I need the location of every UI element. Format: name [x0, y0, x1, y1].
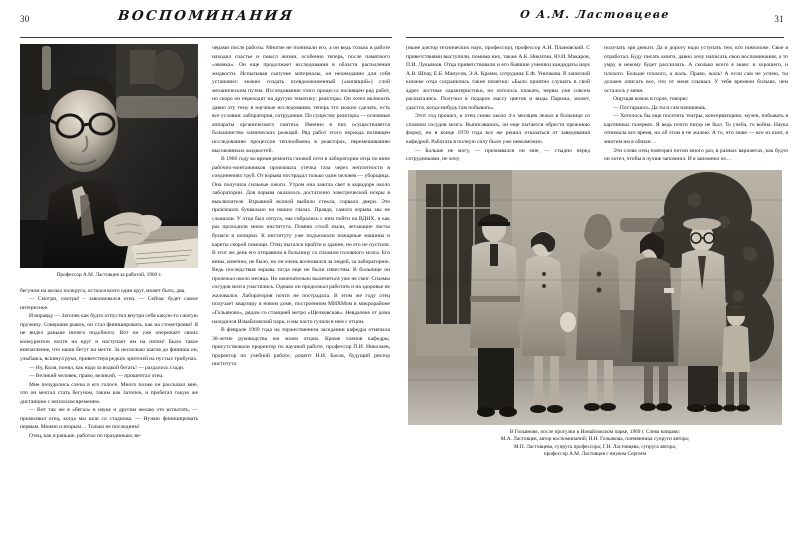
paragraph: — Больше не могу, — признавался он мне, — стыдно перед сотрудниками, не хочу — [406, 147, 590, 163]
running-head-left — [20, 8, 392, 34]
column-right — [604, 44, 788, 164]
page-number-right: 31 — [774, 14, 784, 24]
running-head-right — [406, 8, 784, 34]
paragraph: — Вот так же я «бегал» в науке и другим желаю это испытать, — промолвил отец, когда мы шли со стадиона. — Нужно финишировать первым. Можно и вторым… Только не последним! — [20, 407, 198, 431]
caption-line: М.П. Ластовцева, супруга профессора; Г.Н. Ластовцева, супруга автора; — [513, 443, 677, 450]
columns-right-page — [406, 44, 788, 164]
page-right — [400, 0, 800, 559]
column-left — [20, 44, 198, 440]
portrait-photo-professor-at-desk — [20, 44, 198, 268]
caption-line: М.А. Ластовцев, автор воспоминаний; Н.Н. Гольякова, племянница супруги автора; — [500, 436, 690, 443]
paragraph: — Постараюсь. Да ты и сам напишешь. — [613, 104, 707, 111]
paragraph: Отец, как и раньше, работал по праздникам, ве- — [29, 432, 142, 439]
paragraph: Ощущая комок в горле, говорю: — [613, 96, 689, 103]
paragraph: Мне почудились слезы в его голосе. Много позже он рассказал мне, что он мечтал стать бегуном, таким как Затопек, и пробегал такую же дистанцию с неплохим временем. — [20, 381, 198, 405]
paragraph: — Хотелось бы еще посетить театры, консерваторию, музеи, побывать в картинных галереях. Я ведь почти нигде не был. То учеба, то война. Наука отнимала все время, но об этом я не жалею. А то, что знаю — все из книг, я многим им я обязан… — [604, 113, 788, 146]
column-left — [406, 44, 590, 164]
caption-line: профессор А.М. Ластовцев с внуком Сергеем — [543, 451, 647, 458]
paragraph: — Смотри, смотри! – заволновался отец. — Сейчас будет самое интересное. — [20, 296, 198, 311]
paragraph: — Ну, Коля, понял, как надо за водкой бегать! — раздалось сзади. — [29, 364, 185, 371]
group-photo-caption — [406, 429, 784, 459]
paragraph: В 1966 году во время ремонта газовой сети в лаборатории отца по вине рабочих-монтажников произошла утечка газа через неплотности в соединениях труб. От взрыва пострадал только один человек — уборщица. Она получила сильные ожоги. Утром она зажгла свет в коридоре около лаборатории. Для взрыва оказалось достаточно электрической искры в выключателе. Взрывной волной выбило стекла, сорвало двери. Это произошло буквально на наших глазах. Правда, самого взрыва мы не слышали. У отца был отпуск, мы собрались с ним пойти на ВДНХ, и как раз проходили мимо института. Помню столб пыли, летающие листы бумаги и копирки. К институту уже подъезжали пожарные машины и кареты скорой помощи. Отец пытался пройти в здание, но его не пустили. В этот же день его отправили в больницу со спазмом головного мозга. Его вины, конечно, не было, но он очень волновался за людей, за лабораторию. Ведь последствия взрыва тогда еще не были известны. В больнице он пролежал около месяца. Но окончательно вылечиться уже не смог. Спазмы сосудов мозга участились. Однако он продолжал работать и на здоровье не жаловался. Лаборатория почти не пострадала. В этом же году отец получает квартиру в новом доме, построенном МИХМом в микрорайоне «Гольяново», рядом со станцией метро «Щелковская». Невдалеке от дома находился Измайловский парк, и мы часто гуляли в нем с отцом. — [212, 156, 390, 325]
paragraph: получать зря деньги. Да и дорогу надо уступать тем, кто помоложе. Свое я отработал. Буду писать книги, давно хочу написать свои воспоминания, а то умру и некому будет рассказать. А сколько всего я знаю: и хорошего, и плохого. Больше плохого, а жаль. Право, жаль! А если сам не успею, ты должен описать все, что от меня слышал. У тебя времени больше, чем осталось у меня. — [604, 45, 788, 94]
column-right — [212, 44, 390, 440]
header-rule-right — [406, 37, 784, 38]
columns-left-page — [20, 44, 392, 440]
caption-line: В Гольянове, после прогулки в Измайловском парке, 1969 г. Слева направо: — [509, 428, 681, 435]
paragraph: Эти слова отец повторял потом много раз, в разных вариантах, как будто он хотел, чтобы я лучше запомнил. И я запомнил их… — [604, 147, 788, 163]
header-rule-left — [20, 37, 392, 38]
paragraph: И вправду — Затопек как будто отпустил внутри себя какую-то сжатую пружину. Совершив рывок, он стал финишировать, как на стометровке! Я не видел раньше ничего подобного. Вот он уже опережает своих конкурентов почти на круг и наступает им на пятки! Было такое впечатление, что наши бегут на месте. За несколько шагов до финиша он, улыбаясь, вскинул руки, приветствуя редких зрителей на пустых трибунах. — [20, 313, 198, 362]
page-number-left: 30 — [20, 14, 30, 24]
running-title-left: ВОСПОМИНАНИЯ — [117, 8, 295, 24]
paragraph: — Великий человек, право, великий, — прошептал отец. — [29, 373, 164, 380]
paragraph: Этот год прошел, и отец снова около 4-х месяцев лежал в больнице со спазмом сосудов мозга. Выписавшись, он еще пытается обрести прежнюю форму, но в конце 1970 года все же решил отказаться от заведования кафедрой. Работать в полную силу было уже невозможно. — [406, 113, 590, 146]
running-title-right: О А.М. Ластовцеве — [519, 8, 671, 21]
portrait-caption: Профессор А.М. Ластовцев за работой, 1960 г. — [56, 272, 162, 278]
paragraph: черами после работы. Многие не понимали его, а он ведь только в работе находил счастье и смысл жизни, особенно теперь, после памятного «звонка». Он еще продолжает исследования в области распыления жидкости. Испытывая сыпучие материалы, он неожиданно для себя установил: можно создать псевдоожиженный («кипящий») слой механическим путем. Исследованию этого процесса посвящен ряд работ, но скоро он переходит на другую тематику: реакторы. Он хотел включить давно эту тему в научные исследования, теперь это можно сделать, есть все условия: лаборатория, сотрудники. По существу реакторы — основные аппараты органического синтеза. Именно в них осуществляется большинство химических реакций. Ряд работ этого периода посвящен исследованию процессов теплообмена в реакторах, перемешиванию высоковязких жидкостей. — [212, 45, 390, 154]
paragraph: бегуном на целых полкруга, остался всего один круг, может быть, два. — [20, 287, 186, 294]
paragraph: В феврале 1969 года на торжественном заседании кафедра отмечала 30-летие руководства ею моим отцом. Кроме членов кафедры, присутствовали проректор по научной работе, профессор П.И. Николаев, проректор по учебной работе, доцент Н.И. Басов, будущий ректор института — [212, 327, 390, 368]
group-photo-family-outdoors — [408, 170, 782, 425]
paragraph: (ныне доктор технических наук, профессор), профессор А.Н. Плановский. С приветствиями выступили, помимо них, также А.К. Никитин, Ю.И. Макаров, П.И. Лукьянов. Отца приветствовали и его бывшие ученики кандидаты наук А.В. Шпау, Е.Б. Манусов, Э.А. Крамм, сотрудник Е.Ф. Уничкова. В записной книжке отца сохранились такие пометки: «Было приятно слушать в свой адрес лестные характеристики, но хотелось плакать, нервы уже совсем расшатались. Получил в подарок массу цветов и виды Парижа, может, удастся, когда-нибудь там побывать». — [406, 45, 590, 111]
